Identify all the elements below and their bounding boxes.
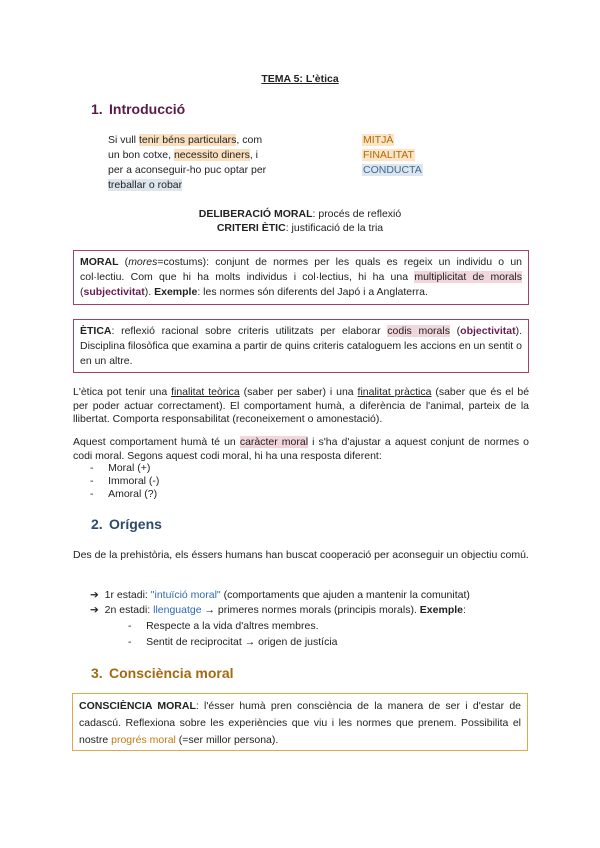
highlight: caràcter moral xyxy=(239,436,309,448)
term: CRITERI ÈTIC xyxy=(216,222,286,234)
list-item: - Moral (+) xyxy=(90,462,151,474)
text: : procés de reflexió xyxy=(312,208,402,220)
section-number: 3. xyxy=(91,665,103,681)
text: ( xyxy=(80,286,84,298)
term: ÈTICA xyxy=(80,325,112,337)
text: mores xyxy=(128,256,158,268)
text: Sentit de reciprocitat → origen de justícia xyxy=(146,636,338,648)
intro-line xyxy=(108,178,266,193)
text: ( xyxy=(449,325,461,337)
highlight: progrés moral xyxy=(111,734,176,746)
section-label: Introducció xyxy=(109,101,186,117)
tag-row xyxy=(362,163,423,178)
highlight-finalitat: necessito diners xyxy=(173,149,250,161)
text: : xyxy=(463,604,466,616)
text: Aquest comportament humà té un xyxy=(73,436,240,448)
section-label: Consciència moral xyxy=(109,665,234,681)
text: "intuïció moral" xyxy=(150,589,221,601)
highlight: codis morals xyxy=(387,325,450,337)
section-heading-introduccio xyxy=(91,101,185,117)
list-item: - Immoral (-) xyxy=(90,475,160,487)
text: ). xyxy=(144,286,155,298)
tag-finalitat: FINALITAT xyxy=(363,149,414,161)
text: objectivitat xyxy=(460,325,516,337)
text: =costums): conjunt de normes per les quals es regeix un individu o un col·lectiu. Com que hi ha molts individus i col·lectius, hi ha una xyxy=(80,256,522,283)
text: : justificació de la tria xyxy=(285,222,384,234)
term: DELIBERACIÓ MORAL xyxy=(198,208,313,220)
def-deliberacio xyxy=(0,207,600,222)
text: Exemple xyxy=(154,286,198,298)
etica-definition-box xyxy=(73,319,529,373)
intro-tags xyxy=(362,133,423,178)
highlight-mitja: tenir béns particulars xyxy=(138,134,237,146)
text: : l'ésser humà pren consciència de la manera de ser i d'estar de cadascú. Reflexiona sobre les experiències que viu i les normes que prenem. Possibilita el nostre xyxy=(79,700,521,746)
moral-definition-box xyxy=(73,250,529,305)
list-item: - Amoral (?) xyxy=(90,488,158,500)
text: subjectivitat xyxy=(83,286,145,298)
tag-mitja: MITJÀ xyxy=(363,134,394,146)
text: Moral (+) xyxy=(108,462,151,474)
term: CONSCIÈNCIA MORAL xyxy=(79,700,196,712)
text: Respecte a la vida d'altres membres. xyxy=(146,620,319,632)
tag-row xyxy=(362,133,423,148)
intro-line xyxy=(108,148,266,163)
section-heading-origens xyxy=(91,516,162,532)
intro-line xyxy=(108,133,266,148)
text: Immoral (-) xyxy=(108,475,160,487)
tag-conducta: CONDUCTA xyxy=(363,164,422,176)
text: i s'ha d'ajustar a aquest conjunt de normes o codi moral. Segons aquest codi moral, hi ha una resposta diferent: xyxy=(73,436,529,462)
text: : les normes són diferents del Japó i a Anglaterra. xyxy=(197,286,428,298)
list-item-sub: - Respecte a la vida d'altres membres. xyxy=(128,620,319,632)
section-label: Orígens xyxy=(109,516,162,532)
intro-line: per a aconseguir-ho puc optar per xyxy=(108,164,267,176)
tag-row xyxy=(362,148,423,163)
def-criteri xyxy=(0,221,600,236)
page-title: TEMA 5: L'ètica xyxy=(261,73,339,85)
text: , com xyxy=(236,134,263,146)
paragraph-caracter-moral xyxy=(73,436,529,463)
intro-text xyxy=(108,133,266,193)
text: ). Disciplina filosòfica que examina a partir de quins criteris cataloguem les accions en un sentit o en un altre. xyxy=(80,325,523,367)
text: → primeres normes morals (principis morals). xyxy=(201,604,420,616)
text: (=ser millor persona). xyxy=(175,734,279,746)
text: L'ètica pot tenir una xyxy=(73,386,172,398)
text: ( xyxy=(118,256,129,268)
highlight-conducta: treballar o robar xyxy=(108,179,183,191)
section-heading-consciencia xyxy=(91,665,234,681)
text: , i xyxy=(249,149,259,161)
text: : reflexió racional sobre criteris utilitzats per elaborar xyxy=(111,325,388,337)
arrow-icon: ➔ xyxy=(90,604,99,616)
text: finalitat teòrica xyxy=(171,386,240,398)
text: llenguatge xyxy=(153,604,202,616)
highlight: multiplicitat de morals xyxy=(414,271,522,283)
text: finalitat pràctica xyxy=(357,386,432,398)
paragraph-origens: Des de la prehistòria, els éssers humans han buscat cooperació per aconseguir un objectiu comú. xyxy=(73,549,529,561)
text: (saber per saber) i una xyxy=(239,386,358,398)
paragraph-finalitats xyxy=(73,386,529,427)
section-number: 2. xyxy=(91,516,103,532)
text: 1r estadi: xyxy=(104,589,151,601)
term: MORAL xyxy=(80,256,119,268)
text: un bon cotxe, xyxy=(108,149,174,161)
text: Exemple xyxy=(419,604,463,616)
text: Amoral (?) xyxy=(108,488,158,500)
text: (comportaments que ajuden a mantenir la comunitat) xyxy=(220,589,470,601)
section-number: 1. xyxy=(91,101,103,117)
text: (saber que és el bé per poder actuar correctament). El comportament humà, a diferència de l'animal, parteix de la llibertat. Comporta responsabilitat (reconeixement o amonestació). xyxy=(73,386,530,425)
list-item-stage1 xyxy=(90,589,470,601)
text: Si vull xyxy=(108,134,139,146)
arrow-icon: ➔ xyxy=(90,589,99,601)
consciencia-definition-box xyxy=(72,693,528,751)
list-item-sub: - Sentit de reciprocitat → origen de justícia xyxy=(128,636,338,648)
list-item-stage2 xyxy=(90,604,466,616)
text: 2n estadi: xyxy=(104,604,154,616)
